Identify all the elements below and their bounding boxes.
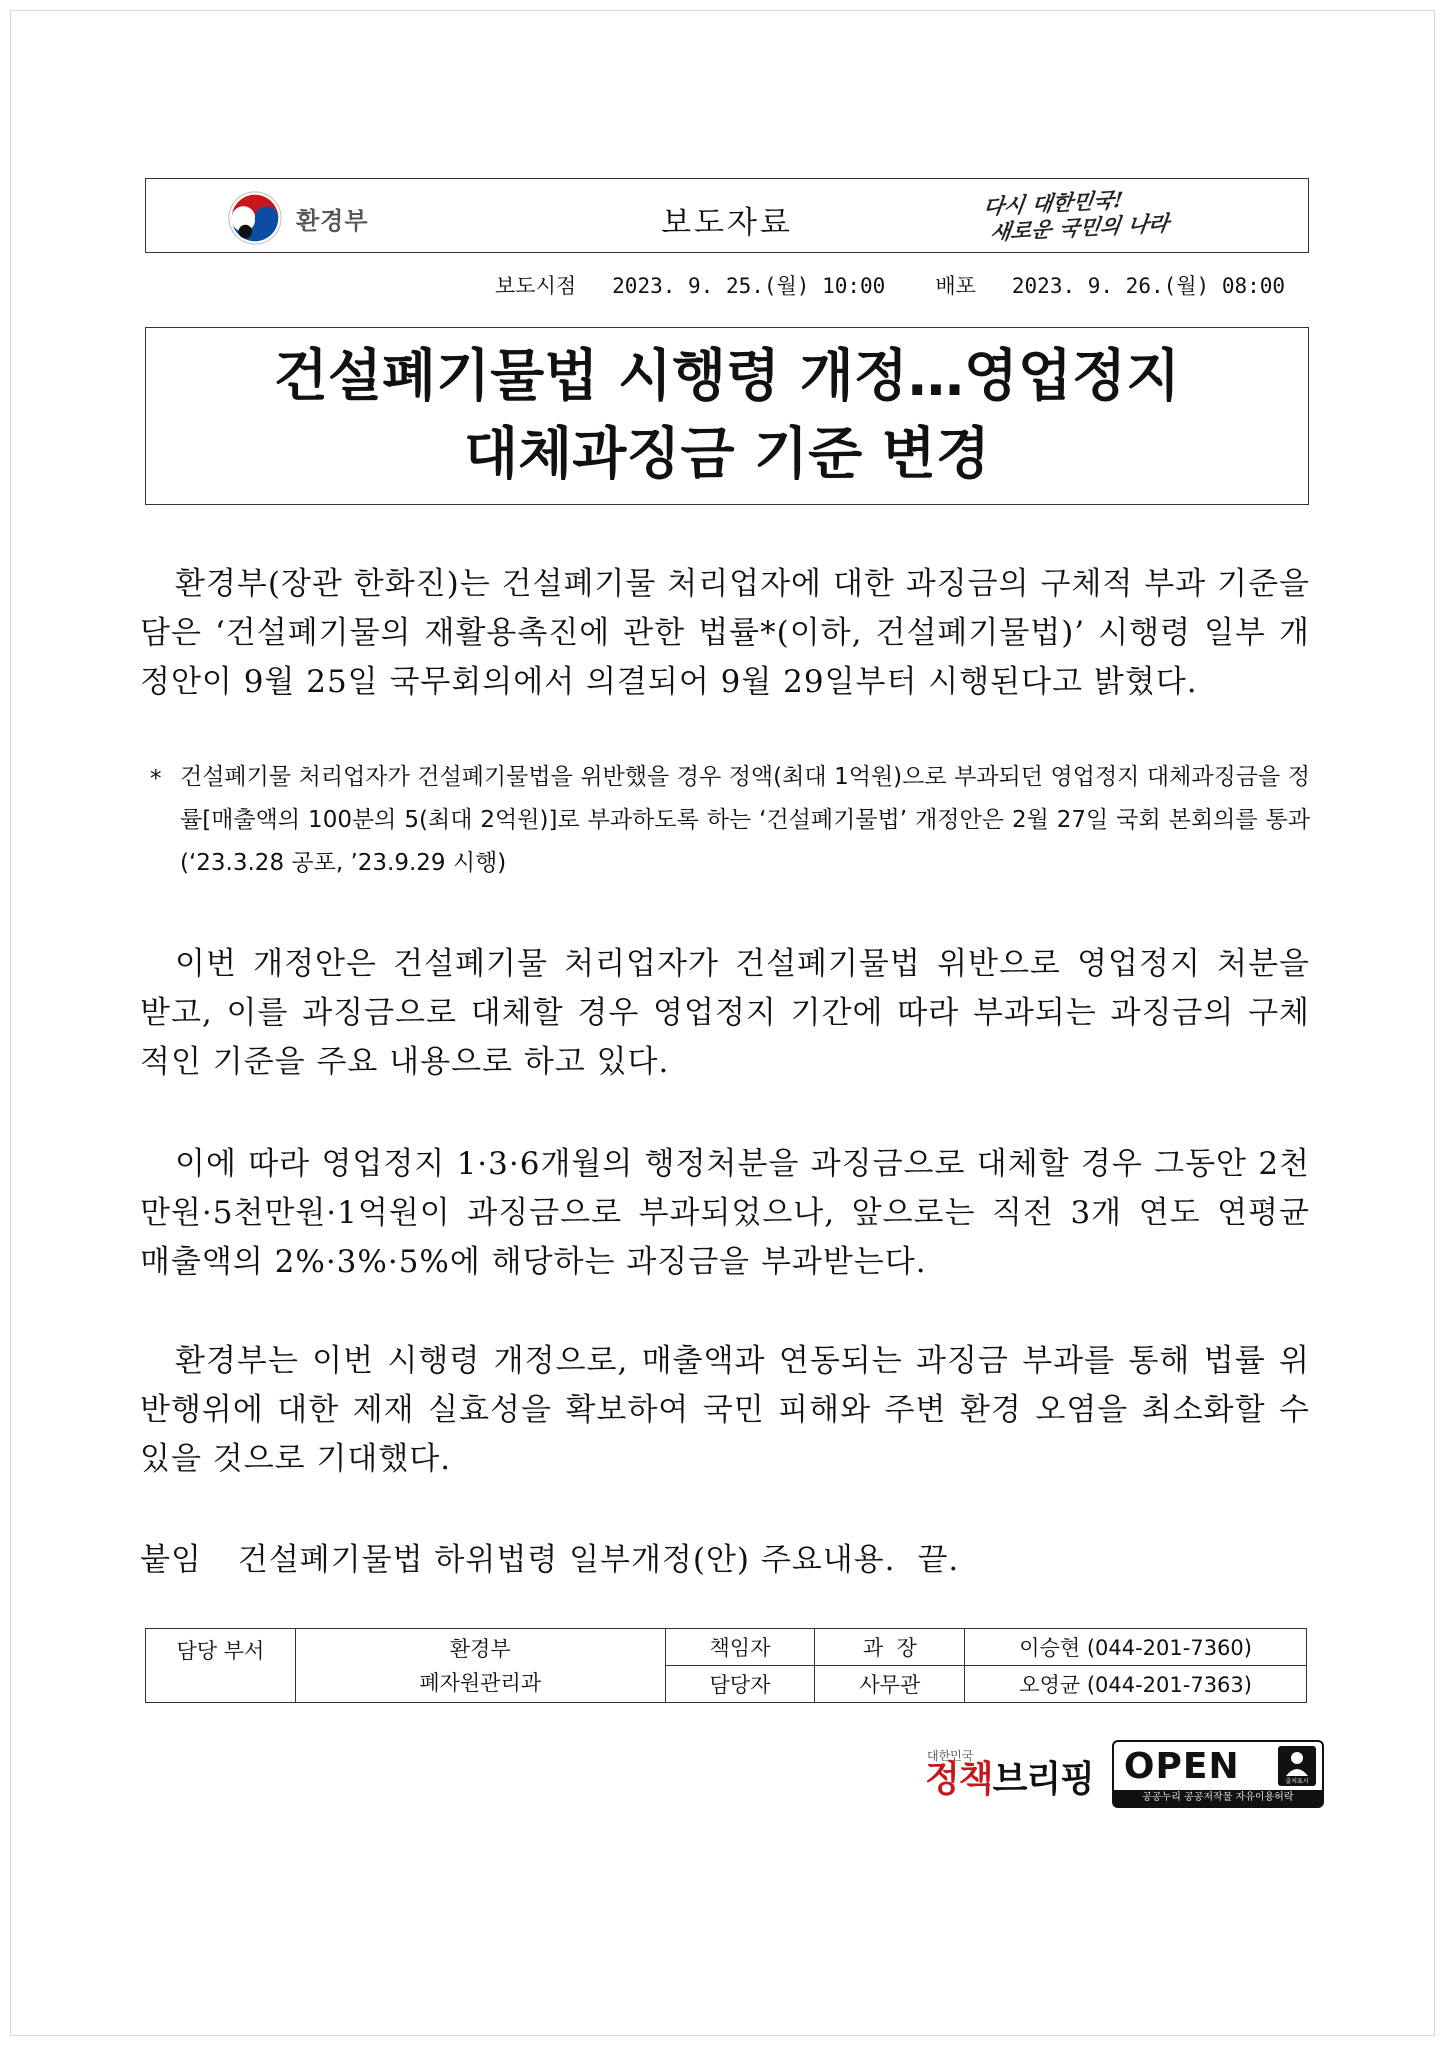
footnote-text: 건설폐기물 처리업자가 건설폐기물법을 위반했을 경우 정액(최대 1억원)으로 부과되던 영업정지 대체과징금을 정률[매출액의 100분의 5(최대 2억원)]로 부과하도록 하는 ‘건설폐기물법’ 개정안은 2월 27일 국회 본회의를 통과(‘23.3.28 공포, ’23.9.29 시행) — [180, 764, 1310, 876]
dept-label: 담당 부서 — [146, 1629, 296, 1703]
position-cell: 과 장 — [815, 1629, 965, 1666]
attachment-end: 끝. — [917, 1542, 960, 1578]
open-bottom-text: 공공누리 공공저작물 자유이용허락 — [1114, 1790, 1322, 1806]
contact-row — [146, 1629, 1307, 1666]
paragraph-2: 이번 개정안은 건설폐기물 처리업자가 건설폐기물법 위반으로 영업정지 처분을 받고, 이를 과징금으로 대체할 경우 영업정지 기간에 따라 부과되는 과징금의 구체적인 기준을 주요 내용으로 하고 있다. — [140, 946, 1310, 1080]
policy-briefing-logo — [925, 1750, 1094, 1798]
embargo-label: 보도시점 — [495, 274, 577, 298]
distribution-value: 2023. 9. 26.(월) 08:00 — [1011, 274, 1286, 298]
footnote-mark: * — [150, 766, 162, 792]
contact-name-cell: 이승현 (044-201-7360) — [965, 1629, 1307, 1666]
embargo-value: 2023. 9. 25.(월) 10:00 — [612, 274, 886, 298]
header-box — [145, 178, 1309, 253]
policy-briefing-small: 대한민국 — [927, 1749, 974, 1763]
slogan-line-2: 새로운 국민의 나라 — [988, 210, 1171, 245]
slogan-line-1: 다시 대한민국! — [982, 186, 1125, 220]
position-cell: 사무관 — [815, 1666, 965, 1703]
dept-division: 폐자원관리과 — [419, 1670, 542, 1695]
role-cell: 담당자 — [665, 1666, 815, 1703]
release-dates — [495, 270, 1285, 300]
paragraph-1: 환경부(장관 한화진)는 건설폐기물 처리업자에 대한 과징금의 구체적 부과 기준을 담은 ‘건설폐기물의 재활용촉진에 관한 법률*(이하, 건설폐기물법)’ 시행령 일부 개정안이 9월 25일 국무회의에서 의결되어 9월 29일부터 시행된다고 밝혔다. — [140, 566, 1310, 700]
paragraph-4: 환경부는 이번 시행령 개정으로, 매출액과 연동되는 과징금 부과를 통해 법률 위반행위에 대한 제재 실효성을 확보하여 국민 피해와 주변 환경 오염을 최소화할 수 있을 것으로 기대했다. — [140, 1343, 1310, 1477]
policy-briefing-red: 정책 — [925, 1759, 993, 1800]
headline-line-1: 건설폐기물법 시행령 개정…영업정지 — [273, 344, 1181, 409]
footnote — [150, 756, 1310, 885]
attachment-label: 붙임 — [140, 1542, 202, 1578]
distribution-label: 배포 — [935, 274, 976, 298]
headline-box — [145, 327, 1309, 505]
paragraph-3: 이에 따라 영업정지 1·3·6개월의 행정처분을 과징금으로 대체할 경우 그동안 2천만원·5천만원·1억원이 과징금으로 부과되었으나, 앞으로는 직전 3개 연도 연평균 매출액의 2%·3%·5%에 해당하는 과징금을 부과받는다. — [140, 1146, 1310, 1280]
contact-table — [145, 1628, 1307, 1703]
ministry-name: 환경부 — [296, 206, 369, 235]
attribution-label: 출처표시 — [1285, 1778, 1309, 1785]
attribution-icon — [1278, 1746, 1316, 1786]
contact-name-cell: 오영균 (044-201-7363) — [965, 1666, 1307, 1703]
dept-cell — [295, 1629, 665, 1703]
doc-type: 보도자료 — [661, 205, 793, 241]
role-cell: 책임자 — [665, 1629, 815, 1666]
headline-line-2: 대체과징금 기준 변경 — [464, 422, 990, 487]
policy-briefing-black: 브리핑 — [992, 1759, 1094, 1800]
dept-org: 환경부 — [449, 1636, 511, 1661]
kogl-open-badge — [1112, 1740, 1324, 1808]
attachment-text: 건설폐기물법 하위법령 일부개정(안) 주요내용. — [237, 1542, 896, 1578]
footer-marks — [925, 1740, 1324, 1808]
open-word: OPEN — [1123, 1746, 1240, 1787]
attachment-line — [140, 1536, 1310, 1585]
